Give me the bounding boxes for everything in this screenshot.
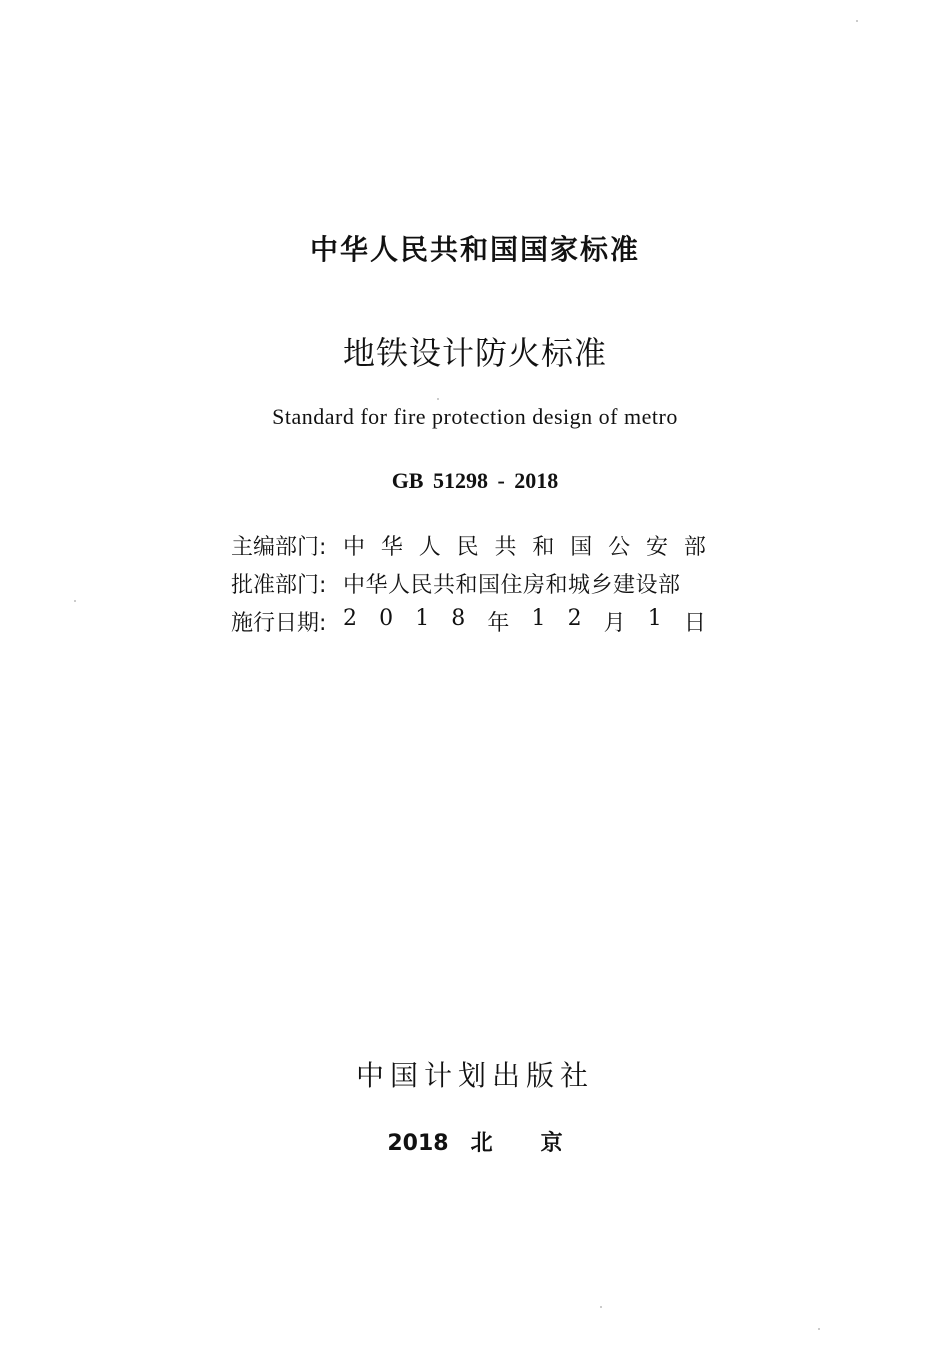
effective-date-value xyxy=(343,606,706,637)
date-char: 1 xyxy=(531,605,546,631)
date-char: 日 xyxy=(683,610,706,636)
editor-char: 民 xyxy=(456,534,479,560)
date-char: 1 xyxy=(647,605,662,631)
approver-row xyxy=(231,564,706,602)
standard-category-header: 中华人民共和国国家标准 xyxy=(309,233,640,266)
effective-date-label: 施行日期: xyxy=(231,610,327,636)
editor-char: 人 xyxy=(418,534,441,560)
date-char: 月 xyxy=(603,610,626,636)
publication-year: 2018 xyxy=(387,1131,449,1156)
date-char: 2 xyxy=(567,605,582,631)
date-char: 0 xyxy=(379,605,394,631)
approver-value: 中华人民共和国住房和城乡建设部 xyxy=(343,572,681,598)
publisher-name: 中国计划出版社 xyxy=(355,1059,594,1092)
date-char: 8 xyxy=(451,605,466,631)
scan-speck xyxy=(818,1328,820,1330)
date-char: 年 xyxy=(487,610,510,636)
standard-code: GB 51298 - 2018 xyxy=(391,468,559,493)
date-char: 1 xyxy=(415,605,430,631)
scan-speck xyxy=(74,600,76,602)
editor-label: 主编部门: xyxy=(231,534,327,560)
editor-char: 安 xyxy=(646,534,669,560)
editor-char: 和 xyxy=(532,534,555,560)
date-char: 2 xyxy=(343,605,357,631)
editor-row xyxy=(231,526,706,564)
effective-date-row xyxy=(231,602,706,640)
editor-char: 共 xyxy=(494,534,517,560)
publication-city-char: 北 xyxy=(470,1131,493,1156)
metadata-block xyxy=(231,526,706,640)
document-title: 地铁设计防火标准 xyxy=(342,334,607,372)
editor-char: 部 xyxy=(683,534,706,560)
publication-city-char: 京 xyxy=(540,1131,563,1156)
editor-char: 华 xyxy=(380,534,403,560)
document-title-english: Standard for fire protection design of metro xyxy=(272,404,678,429)
scan-speck xyxy=(437,398,439,400)
scan-speck xyxy=(856,20,858,22)
editor-char: 中 xyxy=(343,534,366,560)
approver-label: 批准部门: xyxy=(231,572,327,598)
editor-char: 公 xyxy=(608,534,631,560)
publication-place xyxy=(0,1126,950,1157)
editor-char: 国 xyxy=(570,534,593,560)
editor-value xyxy=(343,530,706,561)
scan-speck xyxy=(600,1306,602,1308)
